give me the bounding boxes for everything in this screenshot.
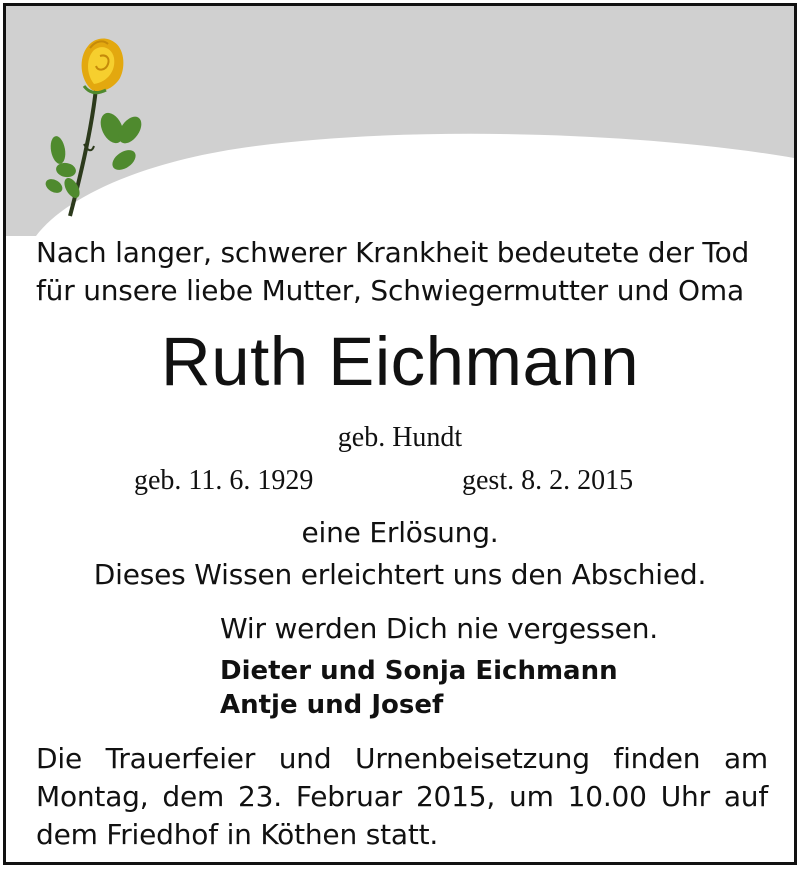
signer-name: Dieter und Sonja Eichmann (220, 656, 618, 686)
intro-line: Nach langer, schwerer Krankheit bedeutete der Tod (36, 236, 750, 269)
signer-name: Antje und Josef (220, 690, 444, 720)
yellow-rose-icon (34, 28, 154, 218)
relief-line: Dieses Wissen erleichtert uns den Abschied. (93, 558, 707, 591)
birth-date: geb. 11. 6. 1929 (134, 465, 314, 496)
service-details: Die Trauerfeier und Urnenbeisetzung finden am Montag, dem 23. Februar 2015, um 10.00 Uhr auf dem Friedhof in Köthen statt. (36, 742, 768, 851)
obituary-notice (3, 3, 797, 865)
death-date: gest. 8. 2. 2015 (462, 465, 634, 496)
intro-text (36, 234, 776, 310)
farewell-line: Wir werden Dich nie vergessen. (220, 612, 658, 645)
relief-line: eine Erlösung. (301, 516, 499, 549)
deceased-name: Ruth Eichmann (160, 323, 640, 400)
intro-line: für unsere liebe Mutter, Schwiegermutter und Oma (36, 274, 744, 307)
maiden-name: geb. Hundt (337, 422, 463, 453)
